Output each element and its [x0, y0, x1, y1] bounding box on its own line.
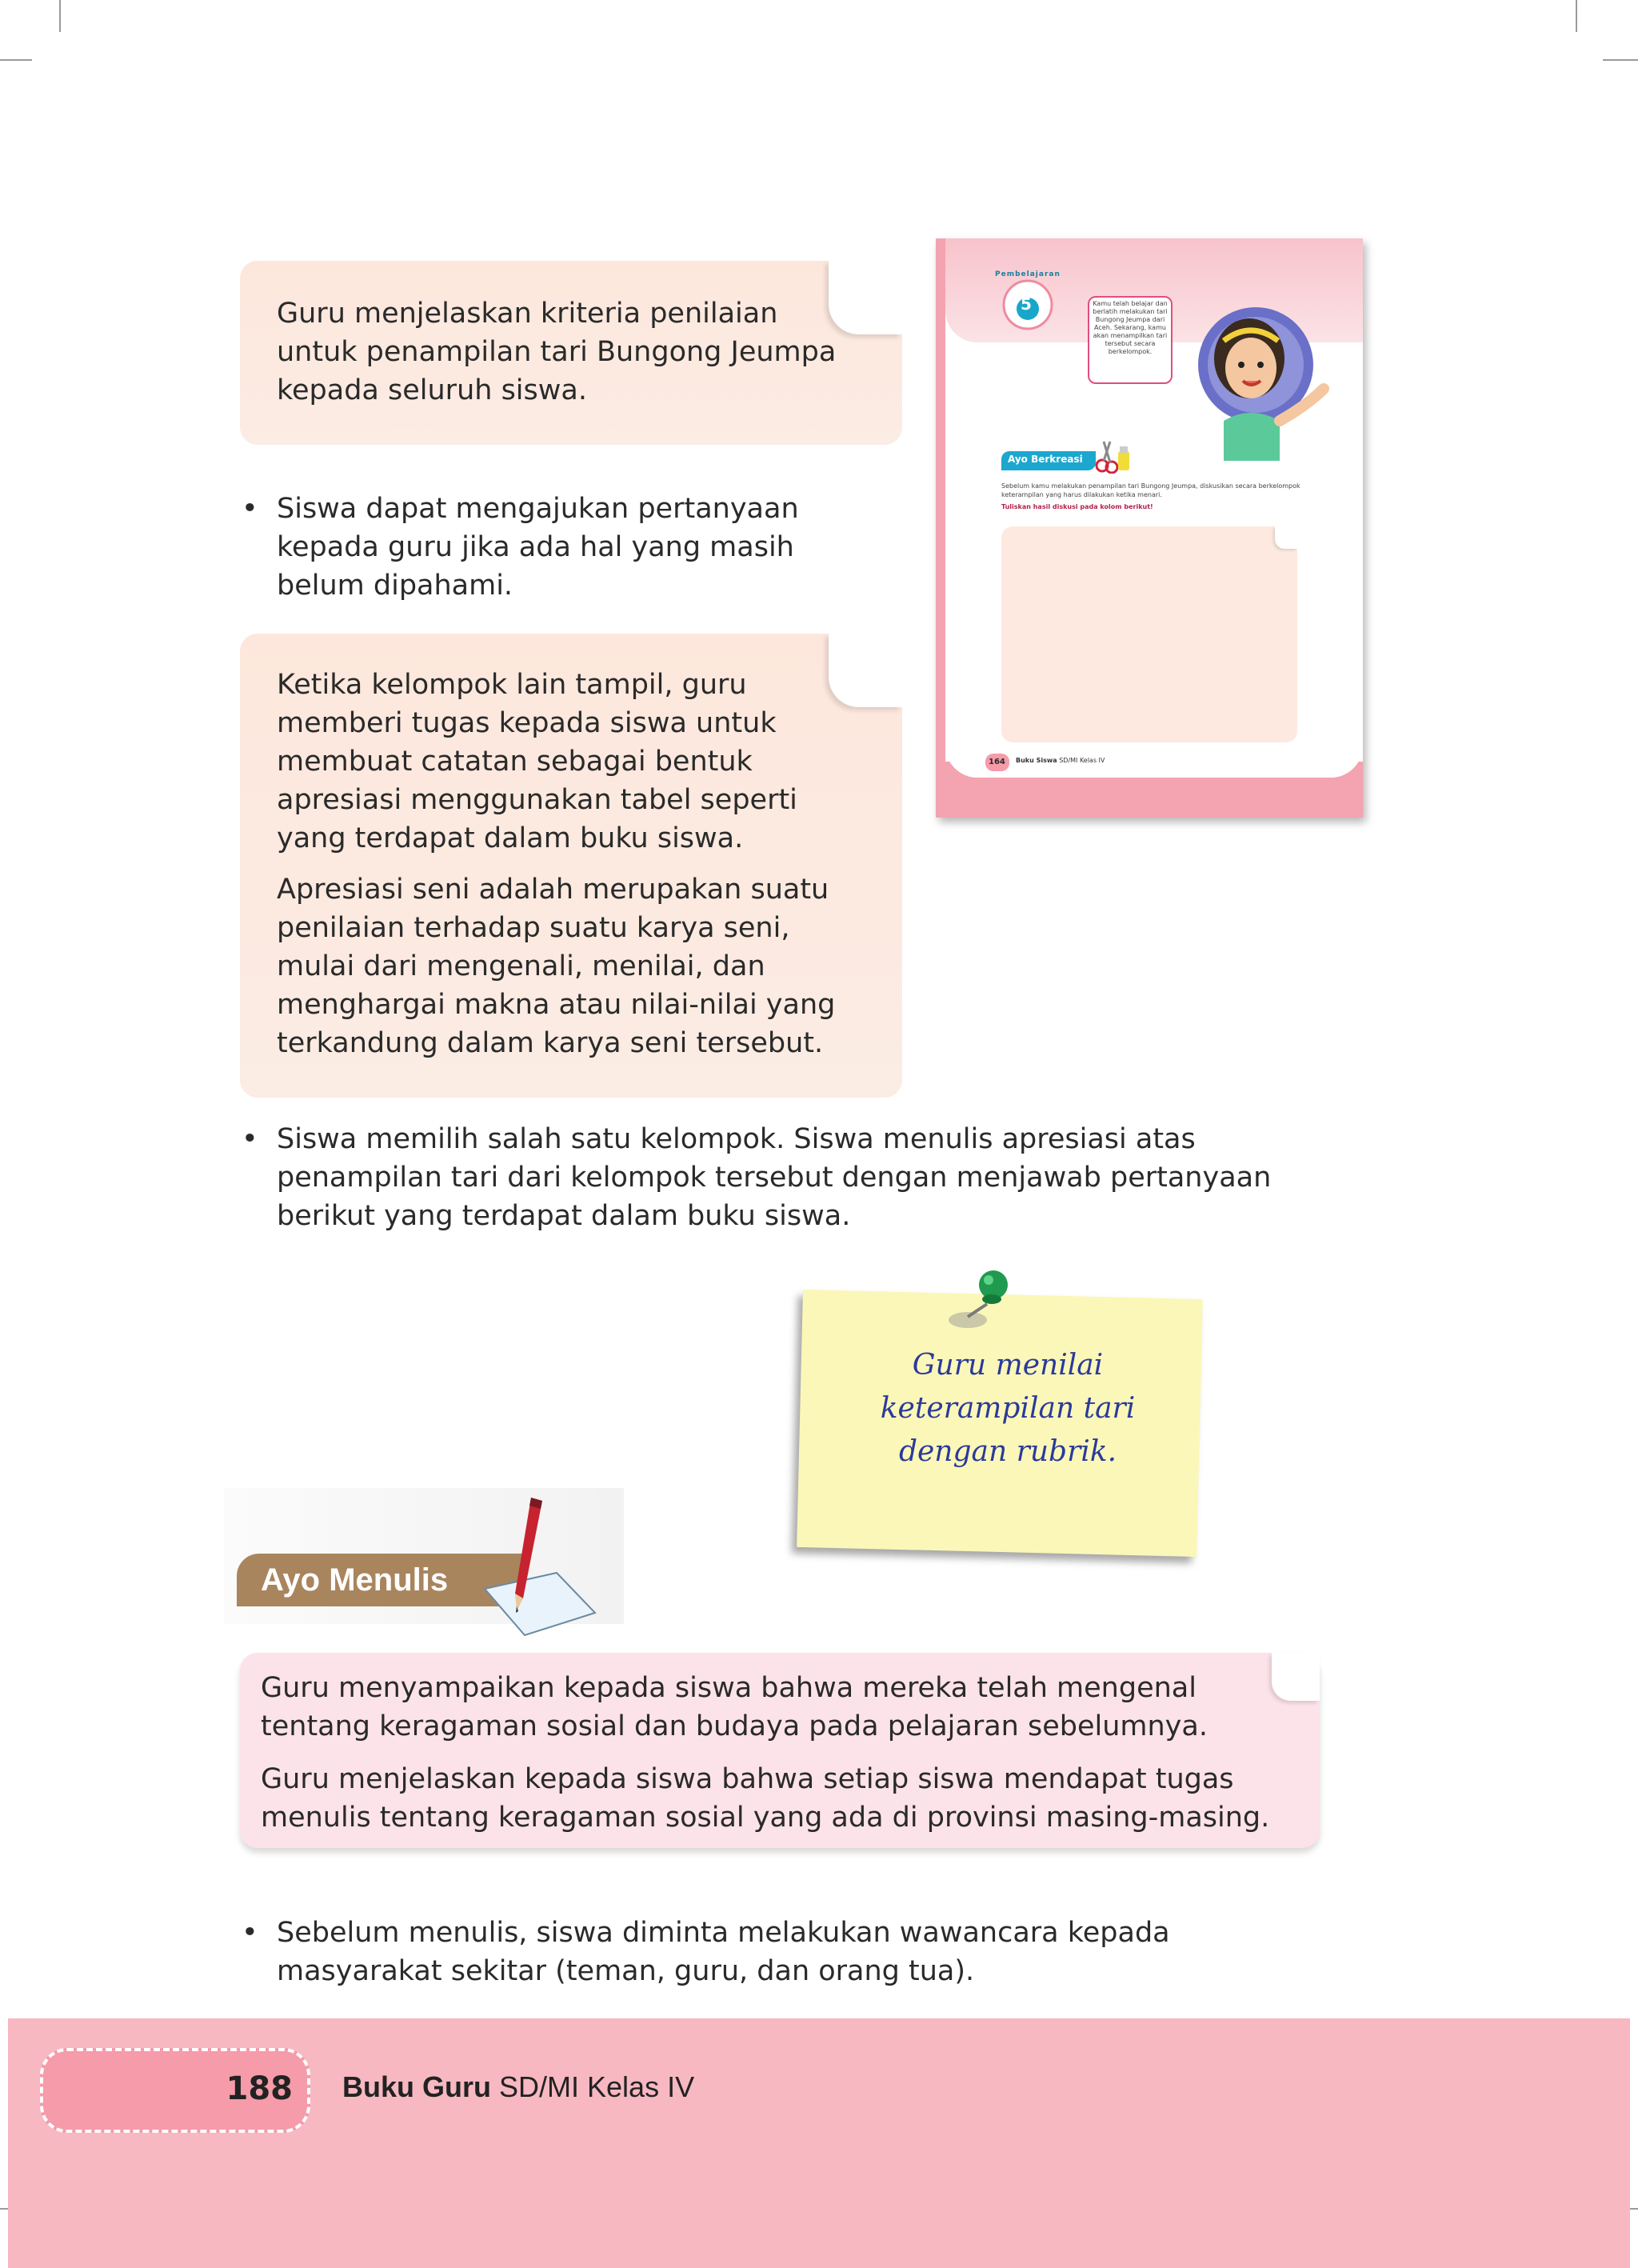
- push-pin-icon: [944, 1264, 1040, 1344]
- bullet-text: Siswa memilih salah satu kelompok. Siswa menulis apresiasi atas penampilan tari dari kelompok tersebut dengan menjawab pertanyaan berikut yang terdapat dalam buku siswa.: [277, 1123, 1272, 1232]
- lesson-label: Pembelajaran: [995, 270, 1061, 278]
- section-tag: [1001, 451, 1096, 470]
- thumbnail-footer-title: Buku Siswa SD/MI Kelas IV: [1016, 757, 1105, 764]
- thumbnail-page-number: 164: [989, 758, 1005, 766]
- teacher-note-box: [240, 261, 902, 445]
- thumbnail-page-badge: [985, 754, 1009, 771]
- answer-area: [1001, 526, 1297, 742]
- folded-corner: [829, 634, 902, 707]
- speech-bubble: [1088, 296, 1173, 384]
- speech-text: Kamu telah belajar dan berlatih melakukan tari Bungong Jeumpa dari Aceh. Sekarang, kamu akan menampilkan tari tersebut secara berkelompok.: [1093, 300, 1168, 355]
- bullet-dot: •: [242, 493, 258, 525]
- teacher-note-paragraph: Apresiasi seni adalah merupakan suatu penilaian terhadap suatu karya seni, mulai dari mengenali, menilai, dan menghargai makna atau nilai-nilai yang terkandung dalam karya seni tersebut.: [277, 874, 836, 1059]
- bullet-text: Siswa dapat mengajukan pertanyaan kepada guru jika ada hal yang masih belum dipahami.: [277, 493, 799, 602]
- instruction-text: Sebelum kamu melakukan penampilan tari Bungong Jeumpa, diskusikan secara berkelompok keterampilan yang harus dilakukan ketika menari.: [1001, 482, 1300, 498]
- instruction-bold-text: Tuliskan hasil diskusi pada kolom berikut!: [1001, 503, 1153, 510]
- page-number-badge: [40, 2048, 310, 2133]
- teacher-note-box: [240, 1653, 1320, 1848]
- footer-title-bold: Buku Guru: [342, 2070, 491, 2103]
- bullet-dot: •: [242, 1123, 258, 1155]
- teacher-note-text: Guru menjelaskan kriteria penilaian untuk penampilan tari Bungong Jeumpa kepada seluruh siswa.: [277, 298, 837, 406]
- bullet-item: [242, 1914, 1236, 1990]
- section-tag-label: Ayo Berkreasi: [1008, 454, 1083, 465]
- sticky-note-text: Guru menilai keterampilan tari dengan rubrik.: [880, 1349, 1136, 1468]
- folded-corner: [829, 261, 902, 334]
- teacher-note-paragraph: Ketika kelompok lain tampil, guru memberi tugas kepada siswa untuk membuat catatan sebagai bentuk apresiasi menggunakan tabel seperti yang terdapat dalam buku siswa.: [277, 669, 797, 854]
- bullet-item: [242, 1120, 1316, 1235]
- pencil-paper-icon: [477, 1493, 598, 1637]
- crop-mark: [1576, 0, 1577, 32]
- page-number: 188: [226, 2070, 293, 2107]
- bullet-dot: •: [242, 1917, 258, 1949]
- bullet-text: Sebelum menulis, siswa diminta melakukan wawancara kepada masyarakat sekitar (teman, guru, dan orang tua).: [277, 1917, 1170, 1987]
- section-heading: Ayo Menulis: [237, 1554, 526, 1606]
- folded-corner: [1272, 1653, 1320, 1701]
- scissors-glue-icon: [1093, 437, 1133, 474]
- crop-mark: [59, 0, 61, 32]
- bullet-item: [242, 490, 837, 605]
- teacher-note-box: [240, 634, 902, 1098]
- crop-mark: [0, 59, 32, 61]
- crop-mark: [1603, 59, 1638, 61]
- student-book-thumbnail: [936, 238, 1363, 818]
- footer-title-rest: SD/MI Kelas IV: [499, 2070, 695, 2103]
- girl-character-illustration: [1176, 301, 1336, 461]
- footer-book-title: [342, 2070, 694, 2104]
- teacher-note-paragraph: Guru menjelaskan kepada siswa bahwa setiap siswa mendapat tugas menulis tentang keragaman sosial yang ada di provinsi masing-masing.: [261, 1763, 1270, 1834]
- teacher-note-paragraph: Guru menyampaikan kepada siswa bahwa mereka telah mengenal tentang keragaman sosial dan budaya pada pelajaran sebelumnya.: [261, 1672, 1208, 1742]
- lesson-number: 5: [1021, 294, 1032, 314]
